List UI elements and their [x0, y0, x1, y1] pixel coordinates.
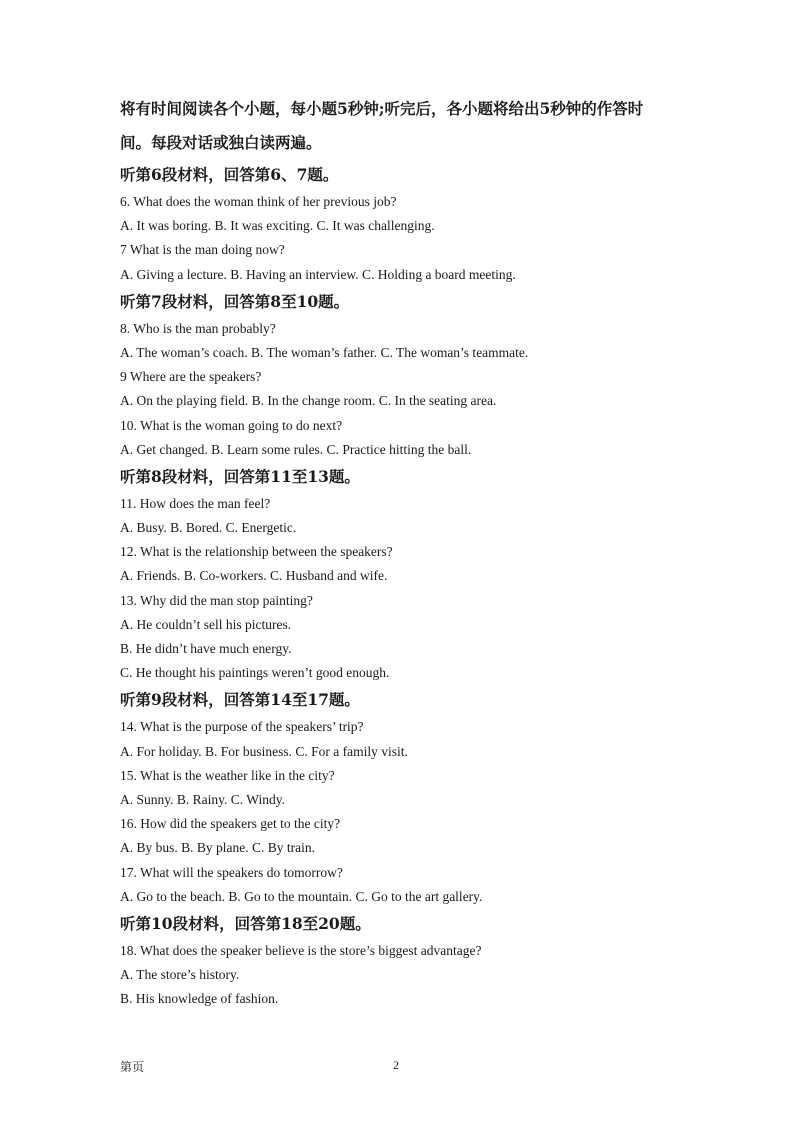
options-10: A. Get changed. B. Learn some rules. C. Practice hitting the ball. — [120, 441, 472, 457]
options-11: A. Busy. B. Bored. C. Energetic. — [120, 520, 297, 536]
option-13-b: B. He didn’t have much energy. — [120, 641, 292, 656]
question-6: 6. What does the woman think of her previous job? — [120, 194, 397, 209]
question-10: 10. What is the woman going to do next? — [120, 417, 343, 433]
question-7: 7 What is the man doing now? — [120, 242, 285, 258]
section-heading: 听第10段材料，回答第18至20题。 — [120, 913, 371, 933]
section-8 — [120, 462, 680, 686]
options-7: A. Giving a lecture. B. Having an interview. C. Holding a board meeting. — [120, 266, 516, 282]
question-17: 17. What will the speakers do tomorrow? — [120, 864, 343, 880]
question-11: 11. How does the man feel? — [120, 495, 271, 511]
option-13-c: C. He thought his paintings weren’t good enough. — [120, 665, 390, 681]
section-6 — [120, 160, 680, 287]
question-15: 15. What is the weather like in the city? — [120, 767, 335, 783]
question-12: 12. What is the relationship between the speakers? — [120, 544, 393, 560]
question-8: 8. Who is the man probably? — [120, 320, 276, 336]
options-15: A. Sunny. B. Rainy. C. Windy. — [120, 791, 285, 807]
intro-text-line-2: 间。每段对话或独白读两遍。 — [120, 133, 322, 152]
question-9: 9 Where are the speakers? — [120, 369, 262, 385]
option-18-b: B. His knowledge of fashion. — [120, 991, 279, 1007]
options-6: A. It was boring. B. It was exciting. C. It was challenging. — [120, 218, 435, 234]
section-heading: 听第6段材料，回答第6、7题。 — [120, 165, 339, 184]
section-7 — [120, 287, 680, 462]
options-16: A. By bus. B. By plane. C. By train. — [120, 840, 315, 856]
options-17: A. Go to the beach. B. Go to the mountain. C. Go to the art gallery. — [120, 888, 483, 904]
section-heading: 听第9段材料，回答第14至17题。 — [120, 690, 360, 710]
section-9 — [120, 685, 680, 909]
question-14: 14. What is the purpose of the speakers’ trip? — [120, 719, 364, 735]
options-14: A. For holiday. B. For business. C. For a family visit. — [120, 743, 408, 759]
page-content — [120, 92, 680, 1011]
options-8: A. The woman’s coach. B. The woman’s father. C. The woman’s teammate. — [120, 344, 529, 360]
options-9: A. On the playing field. B. In the change room. C. In the seating area. — [120, 393, 497, 409]
option-18-a: A. The store’s history. — [120, 967, 240, 983]
section-heading: 听第7段材料，回答第8至10题。 — [120, 291, 350, 311]
option-13-a: A. He couldn’t sell his pictures. — [120, 616, 292, 632]
footer-page-label: 第页 — [120, 1060, 145, 1074]
footer-page-number: 2 — [393, 1058, 399, 1072]
options-12: A. Friends. B. Co-workers. C. Husband and wife. — [120, 568, 388, 584]
question-13: 13. Why did the man stop painting? — [120, 592, 313, 608]
question-18: 18. What does the speaker believe is the store’s biggest advantage? — [120, 942, 482, 958]
question-16: 16. How did the speakers get to the city? — [120, 816, 341, 832]
section-heading: 听第8段材料，回答第11至13题。 — [120, 466, 360, 486]
section-10 — [120, 909, 680, 1012]
intro-text-line-1: 将有时间阅读各个小题，每小题5秒钟;听完后，各小题将给出5秒钟的作答时 — [120, 99, 644, 118]
